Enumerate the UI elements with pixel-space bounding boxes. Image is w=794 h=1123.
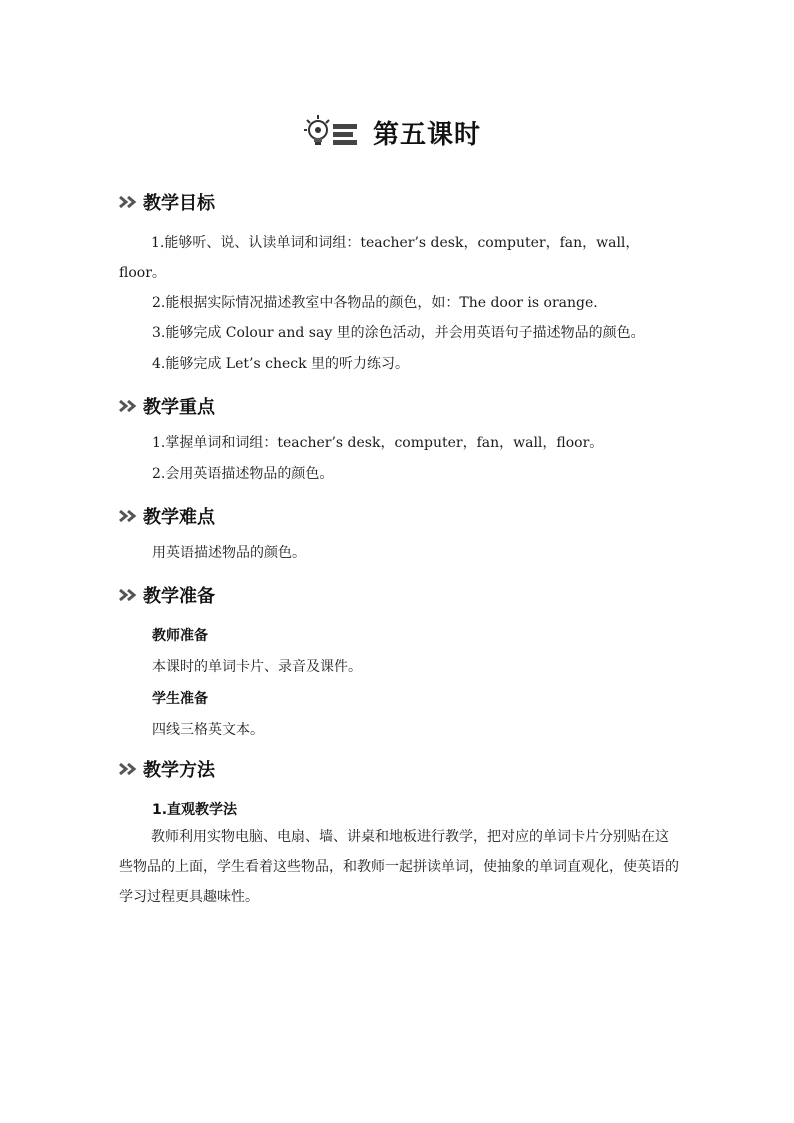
double-chevron-icon: [119, 762, 139, 776]
section-heading-method: 教学方法: [119, 756, 215, 782]
method-subheading-1: 1.直观教学法: [152, 802, 238, 818]
page-title: 第五课时: [373, 119, 482, 150]
method-paragraph-1: 教师利用实物电脑、电扇、墙、讲桌和地板进行教学，把对应的单词卡片分别贴在这些物品的上面，学生看着这些物品，和教师一起拼读单词，使抽象的单词直观化，使英语的学习过程更具趣味性。: [119, 829, 679, 905]
lightbulb-icon: [303, 114, 361, 150]
title-block: [303, 112, 481, 152]
section-heading-difficult: 教学难点: [119, 503, 215, 529]
teacher-prep-text: 本课时的单词卡片、录音及课件。: [152, 659, 362, 675]
double-chevron-icon: [119, 509, 139, 523]
goal-item-3: 3.能够完成 Colour and say 里的涂色活动，并会用英语句子描述物品的颜色。: [152, 325, 645, 341]
section-heading-key: 教学重点: [119, 393, 215, 419]
double-chevron-icon: [119, 399, 139, 413]
goal-item-1: 1.能够听、说、认读单词和词组：teacher’s desk，computer，fan，wall，floor。: [119, 235, 640, 281]
double-chevron-icon: [119, 588, 139, 602]
key-item-1: 1.掌握单词和词组：teacher’s desk，computer，fan，wall，floor。: [152, 435, 604, 451]
section-heading-prep: 教学准备: [119, 582, 215, 608]
section-heading-goals: 教学目标: [119, 189, 215, 215]
key-item-2: 2.会用英语描述物品的颜色。: [152, 466, 334, 482]
goal-item-2: 2.能根据实际情况描述教室中各物品的颜色，如：The door is orange.: [152, 295, 598, 311]
double-chevron-icon: [119, 195, 139, 209]
student-prep-text: 四线三格英文本。: [152, 722, 264, 738]
student-prep-label: 学生准备: [152, 691, 208, 707]
goal-item-4: 4.能够完成 Let’s check 里的听力练习。: [152, 356, 410, 372]
teacher-prep-label: 教师准备: [152, 628, 208, 644]
difficult-item-1: 用英语描述物品的颜色。: [152, 545, 306, 561]
